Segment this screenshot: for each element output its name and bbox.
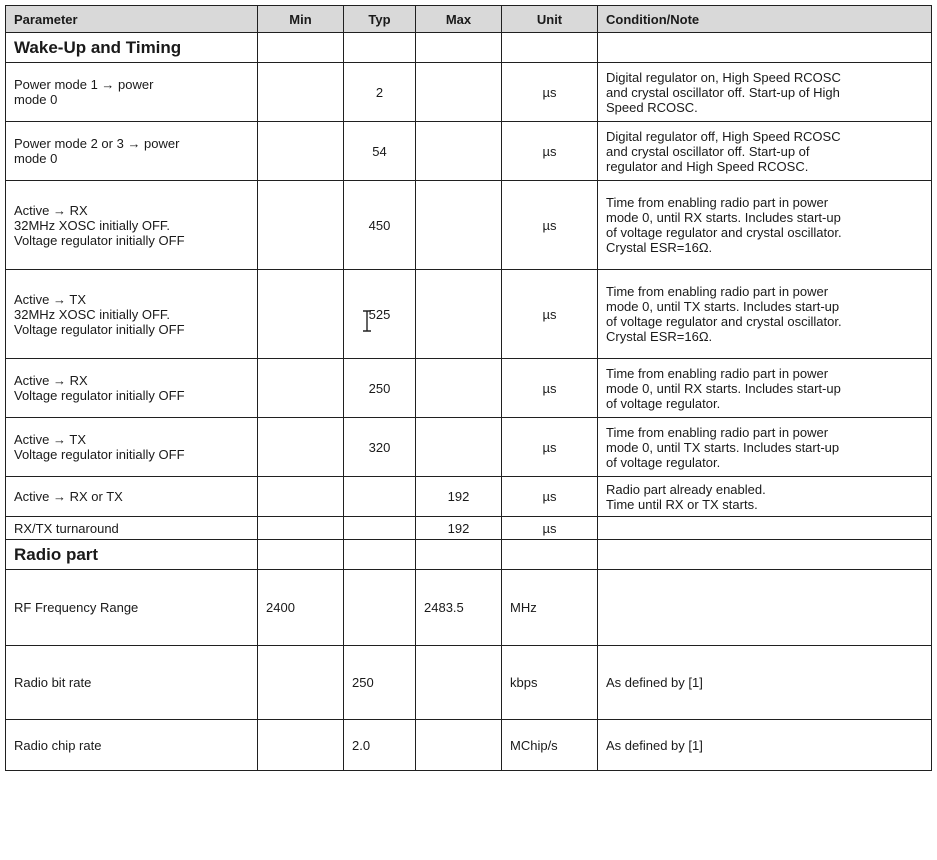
param-cell: Active → TX 32MHz XOSC initially OFF. Voltage regulator initially OFF	[6, 270, 258, 359]
unit-cell: MChip/s	[502, 720, 598, 771]
max-cell: 2483.5	[416, 570, 502, 646]
typ-cell: 450	[344, 181, 416, 270]
section-row-wakeup	[6, 33, 932, 63]
table-row	[6, 418, 932, 477]
header-parameter: Parameter	[6, 6, 258, 33]
unit-cell: µs	[502, 418, 598, 477]
max-cell	[416, 270, 502, 359]
param-cell: Radio bit rate	[6, 646, 258, 720]
table-row	[6, 570, 932, 646]
typ-cell: 525	[344, 270, 416, 359]
unit-cell: µs	[502, 122, 598, 181]
max-cell	[416, 181, 502, 270]
typ-cell: 320	[344, 418, 416, 477]
spec-table	[5, 5, 932, 771]
table-row	[6, 646, 932, 720]
header-min: Min	[258, 6, 344, 33]
note-cell: Radio part already enabled. Time until RX or TX starts.	[598, 477, 932, 517]
typ-cell: 250	[344, 359, 416, 418]
note-cell: Digital regulator on, High Speed RCOSC and crystal oscillator off. Start-up of High Speed RCOSC.	[598, 63, 932, 122]
table-row	[6, 359, 932, 418]
section-row-radio	[6, 540, 932, 570]
note-cell: Time from enabling radio part in power mode 0, until TX starts. Includes start-up of voltage regulator and crystal oscillator. Crystal ESR=16Ω.	[598, 270, 932, 359]
table-row	[6, 122, 932, 181]
max-cell	[416, 418, 502, 477]
note-cell: As defined by [1]	[598, 646, 932, 720]
unit-cell: µs	[502, 181, 598, 270]
param-cell: Power mode 1 → power mode 0	[6, 63, 258, 122]
min-cell	[258, 181, 344, 270]
table-row	[6, 720, 932, 771]
header-row	[6, 6, 932, 33]
param-cell: Active → RX or TX	[6, 477, 258, 517]
text-cursor-icon	[361, 309, 373, 333]
table-row	[6, 181, 932, 270]
min-cell	[258, 359, 344, 418]
header-condition-note: Condition/Note	[598, 6, 932, 33]
min-cell	[258, 477, 344, 517]
unit-cell: µs	[502, 270, 598, 359]
min-cell	[258, 418, 344, 477]
note-cell: Digital regulator off, High Speed RCOSC and crystal oscillator off. Start-up of regulator and High Speed RCOSC.	[598, 122, 932, 181]
typ-cell: 54	[344, 122, 416, 181]
max-cell	[416, 122, 502, 181]
unit-cell: µs	[502, 517, 598, 540]
unit-cell: µs	[502, 477, 598, 517]
min-cell	[258, 517, 344, 540]
section-title-radio: Radio part	[6, 540, 258, 570]
note-cell	[598, 517, 932, 540]
typ-cell: 2	[344, 63, 416, 122]
typ-cell: 250	[344, 646, 416, 720]
table-row	[6, 270, 932, 359]
unit-cell: µs	[502, 359, 598, 418]
param-cell: RF Frequency Range	[6, 570, 258, 646]
typ-cell: 2.0	[344, 720, 416, 771]
unit-cell: kbps	[502, 646, 598, 720]
section-title-wakeup: Wake-Up and Timing	[6, 33, 258, 63]
param-cell: Active → RX 32MHz XOSC initially OFF. Voltage regulator initially OFF	[6, 181, 258, 270]
min-cell	[258, 270, 344, 359]
header-unit: Unit	[502, 6, 598, 33]
typ-cell	[344, 477, 416, 517]
param-cell: Active → TX Voltage regulator initially OFF	[6, 418, 258, 477]
param-cell: Active → RX Voltage regulator initially OFF	[6, 359, 258, 418]
table-row	[6, 477, 932, 517]
max-cell	[416, 720, 502, 771]
note-cell: Time from enabling radio part in power mode 0, until TX starts. Includes start-up of voltage regulator.	[598, 418, 932, 477]
unit-cell: µs	[502, 63, 598, 122]
min-cell: 2400	[258, 570, 344, 646]
note-cell: Time from enabling radio part in power mode 0, until RX starts. Includes start-up of voltage regulator.	[598, 359, 932, 418]
typ-cell	[344, 517, 416, 540]
max-cell: 192	[416, 517, 502, 540]
max-cell	[416, 63, 502, 122]
table-row	[6, 63, 932, 122]
max-cell	[416, 359, 502, 418]
param-cell: Radio chip rate	[6, 720, 258, 771]
param-cell: Power mode 2 or 3 → power mode 0	[6, 122, 258, 181]
note-cell: Time from enabling radio part in power mode 0, until RX starts. Includes start-up of voltage regulator and crystal oscillator. Crystal ESR=16Ω.	[598, 181, 932, 270]
min-cell	[258, 122, 344, 181]
note-cell: As defined by [1]	[598, 720, 932, 771]
min-cell	[258, 646, 344, 720]
typ-cell	[344, 570, 416, 646]
max-cell	[416, 646, 502, 720]
unit-cell: MHz	[502, 570, 598, 646]
header-max: Max	[416, 6, 502, 33]
param-cell: RX/TX turnaround	[6, 517, 258, 540]
min-cell	[258, 720, 344, 771]
table-row	[6, 517, 932, 540]
header-typ: Typ	[344, 6, 416, 33]
max-cell: 192	[416, 477, 502, 517]
note-cell	[598, 570, 932, 646]
min-cell	[258, 63, 344, 122]
